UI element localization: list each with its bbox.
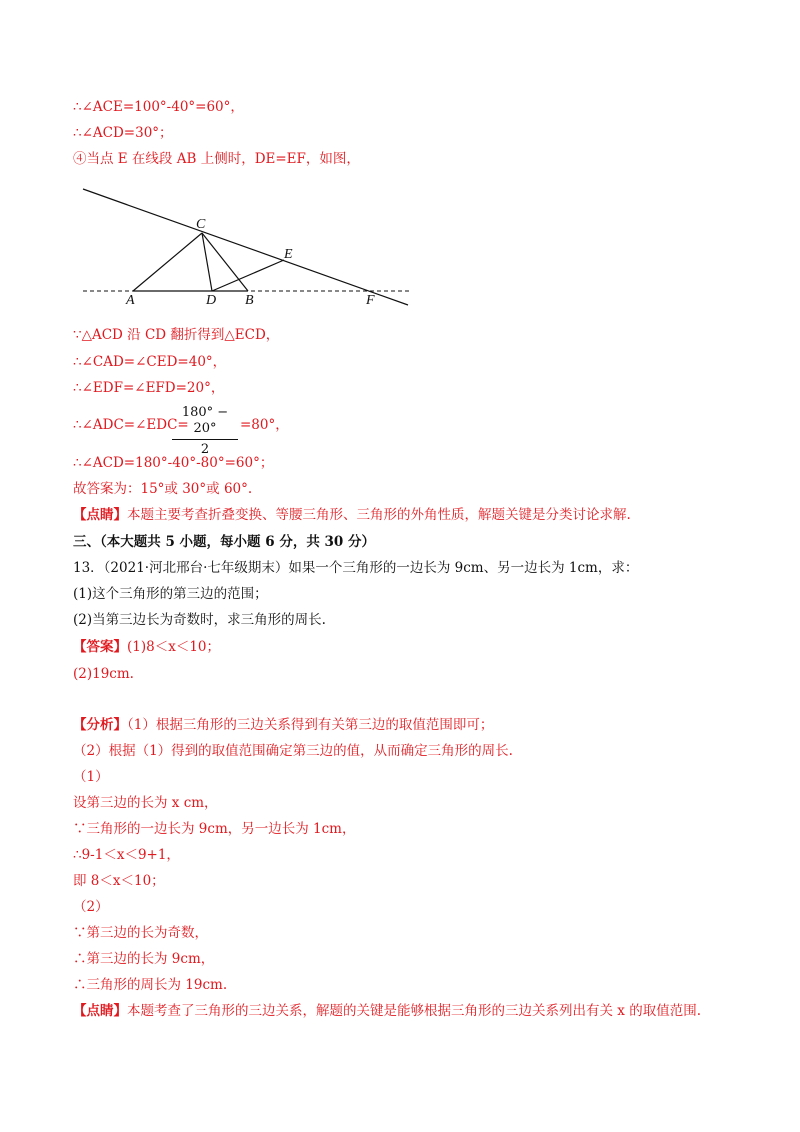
answer-line-1 — [73, 638, 220, 656]
label-b: B — [245, 293, 254, 308]
comment-text: 本题主要考查折叠变换、等腰三角形、三角形的外角性质，解题关键是分类讨论求解. — [127, 507, 631, 523]
solution-step-5: 即 8＜x＜10； — [73, 873, 165, 889]
line-answer-summary: 故答案为：15°或 30°或 60°. — [73, 481, 253, 497]
answer-tag: 【答案】 — [73, 639, 127, 655]
question-13-part-2: (2)当第三边长为奇数时，求三角形的周长. — [73, 612, 326, 628]
label-f: F — [366, 293, 375, 308]
fraction-bar — [172, 439, 238, 440]
segment-de — [212, 260, 284, 291]
solution-step-8: ∴第三边的长为 9cm， — [73, 951, 215, 967]
label-d: D — [206, 293, 217, 308]
line-edf: ∴∠EDF=∠EFD=20°， — [73, 380, 225, 396]
segment-ca — [133, 233, 202, 291]
line-fold: ∵△ACD 沿 CD 翻折得到△ECD， — [73, 327, 280, 343]
solution-step-9: ∴三角形的周长为 19cm. — [73, 977, 228, 993]
fraction-numerator: 180° − 20° — [181, 405, 229, 436]
question-13: 13．（2021·河北邢台·七年级期末）如果一个三角形的一边长为 9cm、另一边长为 1cm，求： — [73, 560, 639, 576]
solution-step-6: （2） — [73, 899, 109, 915]
question-13-part-1: (1)这个三角形的第三边的范围； — [73, 586, 268, 602]
answer-part-2: (2)19cm. — [73, 666, 134, 682]
solution-step-4: ∴9-1＜x＜9+1， — [73, 847, 180, 863]
solution-step-2: 设第三边的长为 x cm， — [73, 795, 218, 811]
line-acd-60: ∴∠ACD=180°-40°-80°=60°； — [73, 455, 274, 471]
geometry-figure — [75, 180, 420, 310]
analysis-tag: 【分析】 — [73, 717, 127, 733]
analysis-text-1: （1）根据三角形的三边关系得到有关第三边的取值范围即可； — [127, 717, 494, 733]
line-case-4: ④当点 E 在线段 AB 上侧时，DE=EF，如图， — [73, 151, 360, 167]
label-c: C — [196, 217, 206, 232]
analysis-line-1 — [73, 716, 493, 734]
section-heading: 三、（本大题共 5 小题，每小题 6 分，共 30 分） — [73, 534, 376, 550]
line-acd-30: ∴∠ACD=30°； — [73, 125, 173, 141]
segment-cb — [202, 233, 248, 291]
end-comment-text: 本题考查了三角形的三边关系，解题的关键是能够根据三角形的三边关系列出有关 x 的取值范围. — [127, 1003, 701, 1019]
comment-tag: 【点睛】 — [73, 507, 127, 523]
analysis-text-2: （2）根据（1）得到的取值范围确定第三边的值，从而确定三角形的周长. — [73, 743, 513, 759]
line-cad: ∴∠CAD=∠CED=40°， — [73, 354, 227, 370]
comment-line-2 — [73, 1002, 701, 1020]
label-a: A — [126, 293, 135, 308]
answer-part-1: (1)8＜x＜10； — [127, 639, 221, 655]
solution-step-3: ∵三角形的一边长为 9cm，另一边长为 1cm， — [73, 821, 356, 837]
comment-line-1 — [73, 506, 631, 524]
fraction-denominator: 2 — [200, 442, 210, 457]
segment-cd — [202, 233, 212, 291]
solution-step-7: ∵第三边的长为奇数， — [73, 925, 208, 941]
fraction — [172, 405, 238, 458]
solution-step-1: （1） — [73, 769, 109, 785]
label-e: E — [284, 247, 293, 262]
line-adc-prefix: ∴∠ADC=∠EDC= — [73, 417, 189, 433]
line-adc-suffix: =80°， — [240, 417, 289, 433]
line-ace: ∴∠ACE=100°-40°=60°， — [73, 99, 244, 115]
end-comment-tag: 【点睛】 — [73, 1003, 127, 1019]
